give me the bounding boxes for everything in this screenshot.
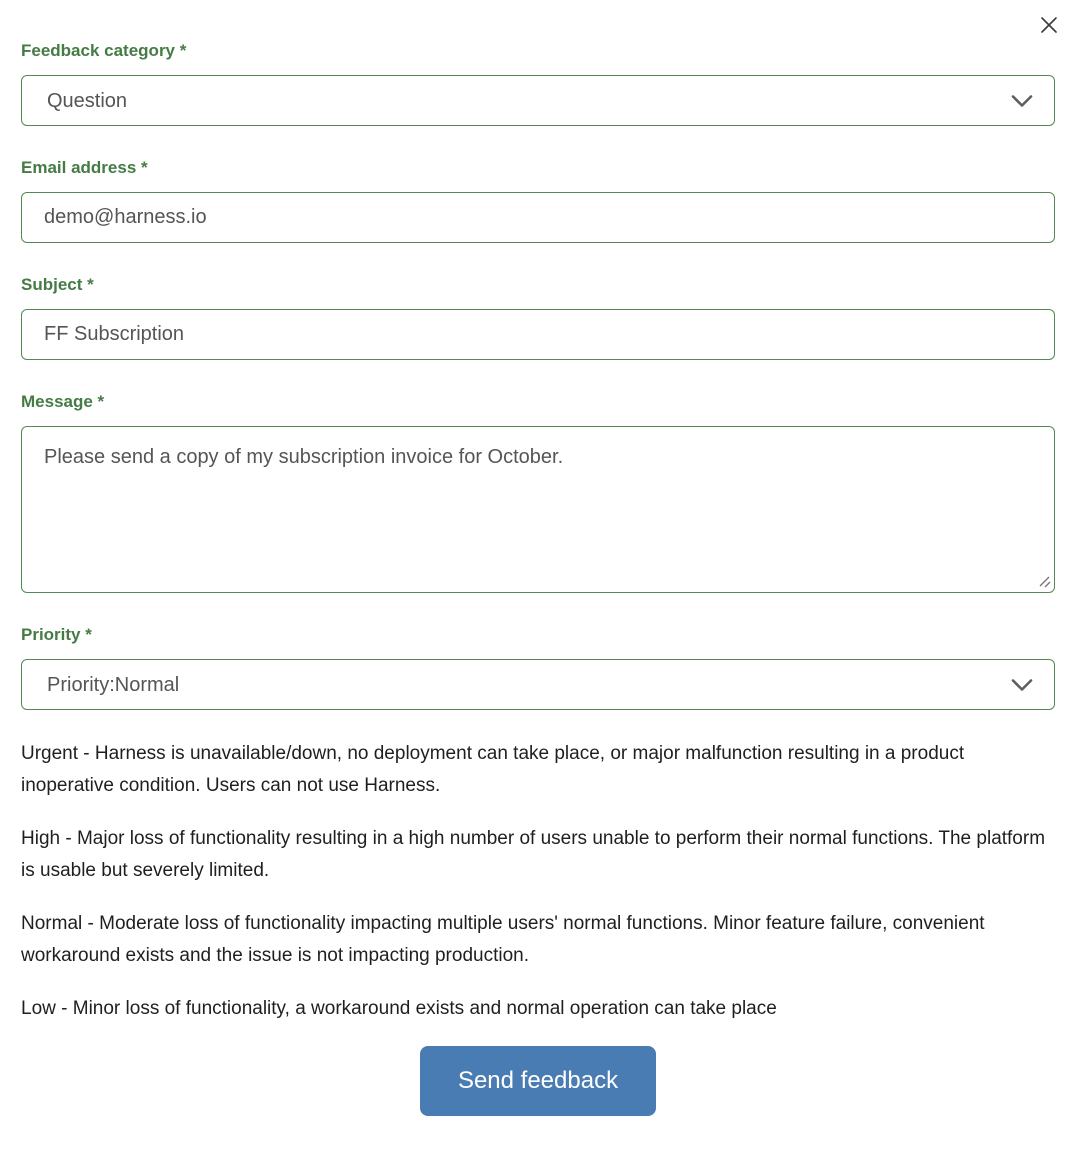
- category-select-wrap: [21, 75, 1055, 126]
- email-field[interactable]: [21, 192, 1055, 243]
- subject-group: [21, 275, 1055, 360]
- email-label: Email address *: [21, 158, 148, 177]
- priority-description-high: High - Major loss of functionality resulting in a high number of users unable to perform their normal functions. The platform is usable but severely limited.: [21, 828, 1046, 881]
- priority-description-normal: Normal - Moderate loss of functionality impacting multiple users' normal functions. Minor feature failure, convenient workaround exists and the issue is not impacting production.: [21, 913, 985, 966]
- message-field-wrap: [21, 426, 1055, 593]
- message-field[interactable]: [21, 426, 1055, 593]
- priority-select-wrap: [21, 659, 1055, 710]
- priority-select[interactable]: [21, 659, 1055, 710]
- message-group: [21, 392, 1055, 593]
- resize-handle-icon[interactable]: [1037, 574, 1051, 588]
- send-feedback-button[interactable]: Send feedback: [420, 1046, 656, 1116]
- email-group: [21, 158, 1055, 243]
- subject-label: Subject *: [21, 275, 94, 294]
- category-group: [21, 41, 1055, 126]
- priority-description-low: Low - Minor loss of functionality, a workaround exists and normal operation can take place: [21, 998, 777, 1019]
- priority-label: Priority *: [21, 625, 92, 644]
- message-label: Message *: [21, 392, 105, 411]
- priority-group: [21, 625, 1055, 710]
- email-field-wrap: [21, 192, 1055, 243]
- category-select[interactable]: [21, 75, 1055, 126]
- close-icon: [1040, 16, 1058, 34]
- submit-row: [21, 1046, 1055, 1116]
- close-button[interactable]: [1035, 11, 1063, 39]
- priority-descriptions: [21, 738, 1055, 1025]
- subject-field[interactable]: [21, 309, 1055, 360]
- subject-field-wrap: [21, 309, 1055, 360]
- priority-description-urgent: Urgent - Harness is unavailable/down, no deployment can take place, or major malfunction resulting in a product inoperative condition. Users can not use Harness.: [21, 743, 965, 796]
- category-label: Feedback category *: [21, 41, 187, 60]
